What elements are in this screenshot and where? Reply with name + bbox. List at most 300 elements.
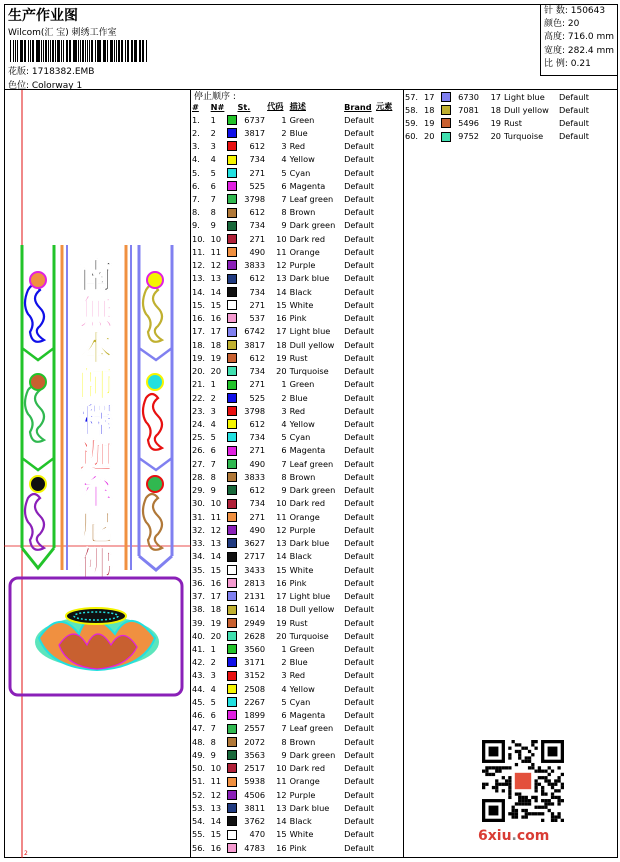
qr-module	[525, 809, 528, 812]
company-name: Wilcom(汇 宝) 刺绣工作室	[8, 28, 117, 38]
needle-number: 16	[210, 313, 222, 324]
stitch-count-cell: 734	[249, 432, 266, 443]
needle-number: 14	[210, 286, 222, 297]
barcode-bar	[41, 40, 42, 62]
qr-module	[531, 796, 534, 799]
qr-module	[551, 770, 554, 773]
barcode-bar	[48, 40, 49, 62]
qr-module	[557, 789, 560, 792]
stitch-count-cell: 3433	[244, 564, 266, 575]
barcode-bar	[121, 40, 122, 62]
qr-module	[528, 760, 531, 763]
left-banner	[22, 245, 54, 568]
stop-index: 58.	[405, 104, 419, 115]
needle-number: 13	[210, 538, 222, 549]
brand-cell: Default	[344, 313, 374, 324]
element-cell	[376, 285, 403, 298]
barcode-bar	[116, 40, 117, 62]
stitch-count-cell: 3627	[244, 538, 266, 549]
stop-sequence-rows-continued	[405, 90, 619, 143]
qr-module	[528, 802, 531, 805]
color-description: Red	[289, 405, 306, 416]
stitch-count-cell: 3817	[244, 127, 266, 138]
color-description: Dull yellow	[504, 104, 549, 115]
table-row	[192, 312, 403, 325]
color-description: Purple	[289, 524, 316, 535]
color-code: 10	[276, 233, 287, 244]
element-cell	[376, 351, 403, 364]
element-cell	[376, 722, 403, 735]
table-row	[192, 166, 403, 179]
stitch-count-cell: 2508	[244, 683, 266, 694]
qr-module	[548, 783, 551, 786]
color-description: Dark green	[289, 485, 336, 496]
swatch-cell	[441, 90, 451, 103]
stitch-count-cell: 6737	[244, 114, 266, 125]
stitch-count-cell: 9752	[458, 131, 479, 142]
color-code: 3	[281, 670, 287, 681]
qr-module	[534, 747, 537, 750]
color-code: 18	[276, 339, 287, 350]
element-cell	[376, 312, 403, 325]
stop-index: 51.	[192, 776, 206, 787]
swatch-cell	[227, 616, 237, 629]
swatch-cell	[227, 259, 237, 272]
swatch-cell	[227, 735, 237, 748]
stop-index: 34.	[192, 551, 206, 562]
needle-number: 4	[210, 419, 216, 429]
color-description: White	[289, 829, 314, 840]
color-code: 15	[276, 829, 287, 840]
stitch-count-cell: 1899	[244, 710, 266, 721]
stitch-count-cell: 271	[249, 233, 266, 244]
stop-index: 24.	[192, 419, 206, 429]
color-description: Orange	[289, 776, 320, 787]
swatch-cell	[227, 192, 237, 205]
color-description: Light blue	[289, 591, 331, 602]
barcode-bar	[89, 40, 90, 62]
color-code: 10	[276, 763, 287, 774]
qr-module	[482, 786, 485, 789]
qr-finder	[489, 806, 499, 816]
element-cell	[376, 206, 403, 219]
artwork-character: 釋	[79, 401, 113, 441]
table-row	[192, 404, 403, 417]
table-row	[192, 537, 403, 550]
stop-index: 35.	[192, 564, 206, 575]
color-swatch	[227, 605, 237, 615]
color-swatch	[227, 141, 237, 151]
stop-sequence-table	[192, 100, 403, 854]
qr-module	[492, 773, 495, 776]
qr-module	[502, 766, 505, 769]
qr-finder	[548, 747, 558, 757]
element-cell	[376, 404, 403, 417]
brand-cell: Default	[344, 630, 374, 641]
qr-module	[554, 815, 557, 818]
brand-cell: Default	[344, 485, 374, 496]
color-swatch	[227, 763, 237, 773]
qr-module	[515, 812, 518, 815]
stop-index: 43.	[192, 670, 206, 681]
swatch-cell	[227, 470, 237, 483]
swatch-cell	[227, 550, 237, 563]
stop-index: 7.	[192, 194, 200, 205]
color-description: Dark red	[289, 763, 326, 774]
col-header-brand: Brand	[344, 101, 372, 112]
qr-module	[489, 773, 492, 776]
qr-module	[531, 753, 534, 756]
stitch-count-cell: 2517	[244, 763, 266, 774]
swatch-cell	[227, 351, 237, 364]
qr-module	[502, 783, 505, 786]
stitch-count-cell: 3811	[244, 802, 266, 813]
color-description: Black	[289, 286, 312, 297]
needle-number: 12	[210, 789, 222, 800]
qr-module	[538, 812, 541, 815]
brand-cell: Default	[344, 776, 374, 787]
barcode-bar	[61, 40, 62, 62]
element-cell	[376, 695, 403, 708]
needle-number: 1	[210, 643, 216, 654]
qr-module	[561, 799, 564, 802]
qr-module	[528, 799, 531, 802]
color-swatch	[227, 247, 237, 257]
qr-module	[534, 799, 537, 802]
stop-index: 41.	[192, 643, 206, 654]
table-row	[192, 351, 403, 364]
brand-cell: Default	[344, 392, 374, 403]
element-cell	[376, 272, 403, 285]
element-cell	[376, 642, 403, 655]
color-swatch	[227, 710, 237, 720]
color-code: 1	[281, 114, 287, 125]
swatch-cell	[227, 272, 237, 285]
stop-index: 47.	[192, 723, 206, 734]
stop-index: 27.	[192, 458, 206, 469]
stop-index: 49.	[192, 749, 206, 760]
table-row	[192, 325, 403, 338]
element-cell	[376, 298, 403, 311]
color-swatch	[227, 366, 237, 376]
brand-cell: Default	[344, 260, 374, 271]
color-count: 颜色: 20	[544, 19, 580, 30]
element-cell	[376, 219, 403, 232]
brand-cell: Default	[559, 104, 589, 115]
stitch-count-cell: 6742	[244, 326, 266, 337]
swatch-cell	[227, 219, 237, 232]
table-row	[192, 603, 403, 616]
qr-module	[515, 809, 518, 812]
brand-cell: Default	[344, 458, 374, 469]
stop-index: 20.	[192, 366, 206, 377]
element-cell	[376, 192, 403, 205]
color-swatch	[227, 750, 237, 760]
element-cell	[376, 841, 403, 854]
color-swatch	[227, 406, 237, 416]
color-description: Brown	[289, 207, 316, 218]
barcode-bar	[134, 40, 135, 62]
swatch-cell	[227, 364, 237, 377]
brand-cell: Default	[344, 763, 374, 774]
qr-module	[538, 806, 541, 809]
needle-number: 2	[210, 657, 216, 668]
qr-module	[525, 747, 528, 750]
needle-number: 1	[210, 379, 216, 390]
qr-module	[512, 740, 515, 743]
stop-index: 59.	[405, 118, 419, 129]
barcode-bar	[131, 40, 132, 62]
swatch-cell	[227, 537, 237, 550]
qr-module	[538, 766, 541, 769]
color-code: 16	[276, 842, 287, 853]
qr-module	[531, 743, 534, 746]
qr-module	[518, 792, 521, 795]
swatch-cell	[227, 682, 237, 695]
brand-cell: Default	[559, 131, 589, 142]
swatch-cell	[227, 179, 237, 192]
qr-module	[538, 783, 541, 786]
color-code: 9	[281, 485, 287, 496]
needle-number: 5	[210, 696, 216, 707]
needle-number: 20	[424, 131, 435, 142]
table-row	[192, 153, 403, 166]
stop-index: 21.	[192, 379, 206, 390]
stop-index: 30.	[192, 498, 206, 509]
color-swatch	[227, 446, 237, 456]
brand-cell: Default	[344, 617, 374, 628]
table-row	[192, 788, 403, 801]
qr-module	[518, 796, 521, 799]
table-row	[192, 378, 403, 391]
swatch-cell	[227, 325, 237, 338]
design-stats-box	[540, 4, 618, 76]
element-cell	[376, 748, 403, 761]
element-cell	[376, 166, 403, 179]
qr-module	[551, 786, 554, 789]
color-code: 18	[490, 104, 501, 115]
stitch-count-cell: 2557	[244, 723, 266, 734]
element-cell	[376, 828, 403, 841]
qr-module	[548, 799, 551, 802]
color-code: 1	[281, 379, 287, 390]
qr-module	[521, 760, 524, 763]
barcode-bar	[87, 40, 88, 62]
stop-index: 19.	[192, 352, 206, 363]
qr-logo	[515, 773, 531, 789]
color-code: 2	[281, 392, 287, 403]
swatch-cell	[227, 378, 237, 391]
qr-module	[557, 799, 560, 802]
table-row	[192, 285, 403, 298]
element-cell	[376, 126, 403, 139]
brand-cell: Default	[344, 114, 374, 125]
element-cell	[376, 470, 403, 483]
table-row	[192, 338, 403, 351]
artwork-character: 本	[79, 329, 113, 369]
brand-cell: Default	[344, 141, 374, 152]
barcode-bar	[82, 40, 83, 62]
barcode-bar	[140, 40, 141, 62]
stop-index: 2.	[192, 127, 200, 138]
color-description: Cyan	[289, 167, 311, 178]
qr-module	[551, 812, 554, 815]
swatch-cell	[227, 801, 237, 814]
qr-module	[534, 779, 537, 782]
qr-module	[508, 783, 511, 786]
qr-module	[534, 796, 537, 799]
swatch-cell	[227, 775, 237, 788]
stitch-count-cell: 271	[249, 379, 266, 390]
qr-module	[541, 776, 544, 779]
brand-cell: Default	[344, 167, 374, 178]
color-swatch	[441, 92, 451, 102]
color-code: 7	[281, 194, 287, 205]
qr-module	[512, 815, 515, 818]
qr-module	[534, 786, 537, 789]
stitch-count-cell: 2131	[244, 591, 266, 602]
color-swatch	[227, 525, 237, 535]
qr-module	[557, 815, 560, 818]
stitch-count-cell: 271	[249, 167, 266, 178]
qr-module	[489, 766, 492, 769]
qr-module	[508, 776, 511, 779]
barcode-bar	[98, 40, 100, 62]
qr-module	[538, 770, 541, 773]
table-row	[192, 563, 403, 576]
color-description: Red	[289, 141, 306, 152]
needle-number: 3	[210, 670, 216, 681]
color-code: 7	[281, 723, 287, 734]
needle-number: 1	[210, 114, 216, 125]
qr-module	[495, 766, 498, 769]
stitch-count-cell: 6730	[458, 91, 479, 102]
table-row	[192, 391, 403, 404]
qr-finder	[489, 747, 499, 757]
element-cell	[376, 245, 403, 258]
qr-module	[508, 747, 511, 750]
table-row	[192, 656, 403, 669]
brand-cell: Default	[344, 696, 374, 707]
stop-index: 1.	[192, 114, 200, 125]
color-swatch	[227, 380, 237, 390]
qr-module	[557, 766, 560, 769]
qr-module	[508, 779, 511, 782]
stitch-count-cell: 2949	[244, 617, 266, 628]
color-code: 4	[281, 683, 287, 694]
brand-cell: Default	[344, 670, 374, 681]
color-swatch	[441, 132, 451, 142]
qr-module	[518, 750, 521, 753]
qr-module	[544, 799, 547, 802]
stitch-count-cell: 734	[249, 366, 266, 377]
needle-number: 9	[210, 749, 216, 760]
color-description: Turquoise	[289, 630, 329, 641]
barcode-bar	[104, 40, 105, 62]
stop-index: 46.	[192, 710, 206, 721]
stop-index: 17.	[192, 326, 206, 337]
element-cell	[376, 391, 403, 404]
color-swatch	[227, 816, 237, 826]
design-height: 高度: 716.0 mm	[544, 32, 615, 43]
artwork-character: 牟	[79, 473, 113, 513]
stop-index: 44.	[192, 683, 206, 694]
needle-number: 18	[210, 339, 222, 350]
element-cell	[376, 801, 403, 814]
stop-index: 11.	[192, 246, 206, 257]
element-cell	[376, 113, 403, 126]
barcode-bar	[110, 40, 111, 62]
color-description: Dark blue	[289, 273, 330, 284]
qr-module	[534, 770, 537, 773]
color-code: 16	[276, 577, 287, 588]
design-scale: 比 例: 0.21	[544, 58, 591, 69]
artwork-character: 無	[79, 293, 113, 333]
artwork-character: 尼	[79, 509, 113, 549]
element-cell	[376, 629, 403, 642]
table-row	[192, 735, 403, 748]
element-cell	[376, 510, 403, 523]
stitch-count-cell: 470	[249, 829, 266, 840]
needle-number: 20	[210, 630, 222, 641]
barcode-bar	[67, 40, 68, 62]
barcode-bar	[103, 40, 104, 62]
qr-module	[502, 789, 505, 792]
swatch-cell	[227, 642, 237, 655]
needle-number: 5	[210, 167, 216, 178]
element-cell	[376, 325, 403, 338]
color-swatch	[227, 128, 237, 138]
qr-module	[534, 740, 537, 743]
qr-module	[548, 766, 551, 769]
needle-number: 10	[210, 763, 222, 774]
color-swatch	[227, 512, 237, 522]
color-code: 14	[276, 816, 287, 827]
color-swatch	[227, 803, 237, 813]
stitch-count-cell: 525	[249, 392, 266, 403]
color-code: 1	[281, 643, 287, 654]
stop-index: 56.	[192, 842, 206, 853]
table-row	[192, 629, 403, 642]
element-cell	[376, 523, 403, 536]
color-code: 12	[276, 524, 287, 535]
qr-module	[485, 766, 488, 769]
brand-cell: Default	[344, 749, 374, 760]
color-code: 12	[276, 260, 287, 271]
element-cell	[376, 139, 403, 152]
color-code: 7	[281, 458, 287, 469]
stop-index: 36.	[192, 577, 206, 588]
stitch-count-cell: 3560	[244, 643, 266, 654]
qr-module	[512, 812, 515, 815]
brand-cell: Default	[344, 683, 374, 694]
table-row	[405, 116, 619, 129]
qr-module	[498, 770, 501, 773]
table-row	[192, 470, 403, 483]
color-swatch	[227, 777, 237, 787]
brand-cell: Default	[344, 524, 374, 535]
color-description: Dark green	[289, 220, 336, 231]
barcode-bar	[111, 40, 112, 62]
qr-module	[551, 802, 554, 805]
color-code: 17	[490, 91, 501, 102]
color-swatch	[227, 684, 237, 694]
element-cell	[376, 682, 403, 695]
swatch-cell	[227, 139, 237, 152]
swatch-cell	[227, 444, 237, 457]
stitch-count-cell: 5938	[244, 776, 266, 787]
qr-module	[548, 809, 551, 812]
